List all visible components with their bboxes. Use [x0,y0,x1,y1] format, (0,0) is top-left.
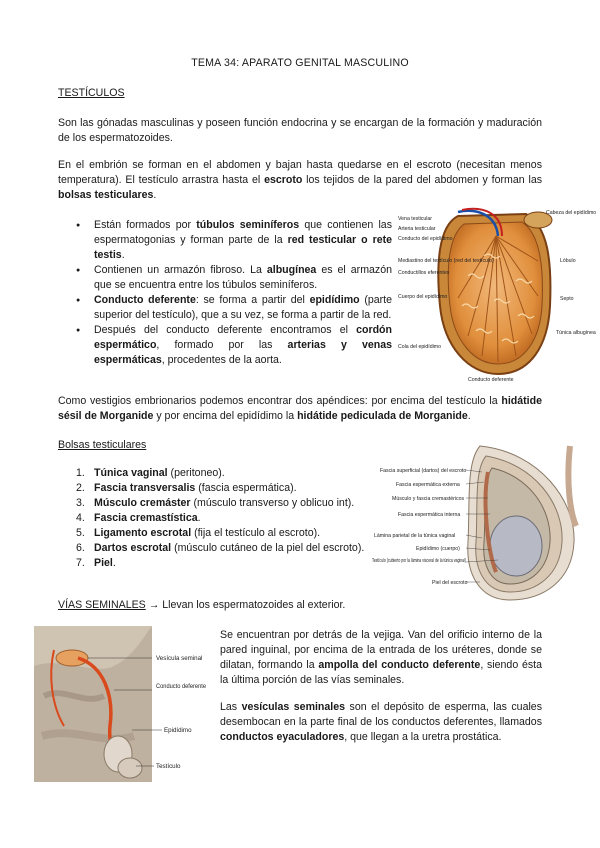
paragraph [58,394,542,424]
bold-term: hidátide sésil de Morganide [58,395,542,422]
section-heading-bolsas: Bolsas testiculares [58,439,147,451]
label-epididimo: Epidídimo [164,727,192,734]
text: : se forma a partir del [195,294,310,306]
text: (parte superior del testículo), que a su vez, se forma a partir de la red. [94,294,392,321]
list-item [76,556,372,571]
label-fascia-superficial: Fascia superficial (dartos) del escroto [380,468,467,474]
seminal-pathway-diagram [34,626,214,782]
bold-term: Dartos escrotal [94,542,172,554]
bold-term: arterias y venas espermáticas [94,339,392,366]
label-testiculo: Testículo [156,763,181,770]
bold-term: Piel [94,557,113,569]
list-item [76,496,372,511]
item-number: 6. [76,542,85,554]
text: Como vestigios embrionarios podemos encontrar dos apéndices: por encima del testículo la [58,395,502,407]
item-number: 1. [76,467,85,479]
label-conducto-deferente: Conducto deferente [156,683,207,690]
label-vena-testicular: Vena testicular [398,216,433,222]
text: (fija el testículo al escroto). [191,527,321,539]
item-number: 5. [76,527,85,539]
scrotum-layers-diagram [370,442,580,602]
text: . [197,512,201,524]
text: , siendo ésta la última porción de las vías seminales. [220,659,542,686]
bold-term: bolsas testiculares [58,189,154,201]
section-heading-vias [58,598,345,613]
text: es el armazón que se encuentra entre los túbulos seminíferos. [94,264,393,291]
text: . [467,410,471,422]
text: (peritoneo). [167,467,225,479]
text: , formado por las [156,339,288,351]
label-arteria-testicular: Arteria testicular [398,226,436,232]
label-cabeza-epididimo: Cabeza del epidídimo [546,210,597,216]
paragraph [58,158,542,203]
label-conducto-deferente: Conducto deferente [468,377,514,383]
list-item [76,541,372,556]
bold-term: cordón espermático [94,324,392,351]
section-heading-testiculos: TESTÍCULOS [58,87,125,99]
bold-term: Fascia cremastística [94,512,198,524]
text: Las [220,701,242,713]
text: En el embrión se forman en el abdomen y bajan hasta quedarse en el escroto (necesitan menos temperatura). El testículo arrastra hasta el [58,159,542,186]
text: Contienen un armazón fibroso. La [94,264,267,276]
label-vesicula-seminal: Vesícula seminal [156,655,203,662]
text: . [121,249,125,261]
paragraph [220,700,542,745]
list-item [76,263,392,293]
label-epididimo-cuerpo: Epidídimo (cuerpo) [416,546,460,552]
label-cola-epididimo: Cola del epidídimo [398,344,441,350]
item-number: 4. [76,512,85,524]
text: , procedentes de la aorta. [161,354,282,366]
text: Son las gónadas masculinas y poseen función endocrina y se encargan de la formación y maduración de los espermatozoides. [58,117,542,144]
text: . [112,557,116,569]
label-cuerpo-epididimo: Cuerpo del epidídimo [398,294,448,300]
item-number: 2. [76,482,85,494]
text: (músculo transverso y oblicuo int). [190,497,355,509]
bold-term: ampolla del conducto deferente [318,659,481,671]
paragraph [220,628,542,688]
list-item [76,526,372,541]
bold-term: Ligamento escrotal [94,527,192,539]
text: que contienen las espermatogonias y forman parte de la [94,219,393,246]
item-number: 7. [76,557,85,569]
label-septo: Septo [560,296,574,302]
bold-term: red testicular o rete testis [94,234,393,261]
text: son el depósito de esperma, las cuales desembocan en la parte final de los conductos deferentes, llamados [220,701,542,728]
bold-term: conductos eyaculadores [220,731,345,743]
label-fascia-espermatica-externa: Fascia espermática externa [396,482,460,488]
label-mediastino: Mediastino del testículo (red del testículo) [398,258,494,264]
list-item [76,481,372,496]
bold-term: vesículas seminales [241,701,346,713]
bold-term: túbulos seminíferos [196,219,300,231]
list-item [76,218,392,263]
bold-term: Conducto deferente [94,294,196,306]
paragraph [58,116,542,146]
testiculos-bullet-list [76,218,392,368]
item-number: 3. [76,497,85,509]
bold-term: Fascia transversalis [94,482,196,494]
text: (músculo cutáneo de la piel del escroto). [171,542,365,554]
label-fascia-espermatica-interna: Fascia espermática interna [398,512,461,518]
testis-diagram [398,206,597,383]
bold-term: escroto [264,174,303,186]
label-conductillos-eferentes: Conductillos eferentes [398,270,450,276]
list-item [76,323,392,368]
text: (fascia espermática). [195,482,297,494]
text: Se encuentran por detrás de la vejiga. Van del orificio interno de la pared inguinal, por encima de la entrada de los uréteres, donde se dilatan, formando la [220,629,542,671]
list-item [76,466,372,481]
label-testiculo: Testículo (cubierto por la lámina visceral de la túnica vaginal) [372,558,467,564]
label-lobulo: Lóbulo [560,258,576,264]
heading-text: VÍAS SEMINALES [58,599,146,611]
text: , que llegan a la uretra prostática. [344,731,502,743]
arrow-icon: → [148,599,160,611]
label-piel-escroto: Piel del escroto [432,580,468,586]
bold-term: Túnica vaginal [94,467,168,479]
bold-term: Músculo cremáster [94,497,191,509]
bold-term: albugínea [266,264,317,276]
text: y por encima del epidídimo la [153,410,298,422]
text: . [153,189,157,201]
bolsas-numbered-list [76,466,372,571]
text: Están formados por [94,219,197,231]
label-tunica-albuginea: Túnica albugínea [556,330,596,336]
text: Después del conducto deferente encontramos el [94,324,357,336]
page-title: TEMA 34: APARATO GENITAL MASCULINO [191,57,409,69]
label-conducto-epididimo: Conducto del epidídimo [398,236,453,242]
bold-term: epidídimo [309,294,360,306]
heading-rest: Llevan los espermatozoides al exterior. [159,599,346,611]
list-item [76,293,392,323]
bold-term: hidátide pediculada de Morganide [297,410,468,422]
label-musculo-cremasterico: Músculo y fascia cremastéricos [392,496,465,502]
label-lamina-parietal: Lámina parietal de la túnica vaginal [374,533,456,539]
list-item [76,511,372,526]
text: los tejidos de la pared del abdomen y forman las [302,174,543,186]
